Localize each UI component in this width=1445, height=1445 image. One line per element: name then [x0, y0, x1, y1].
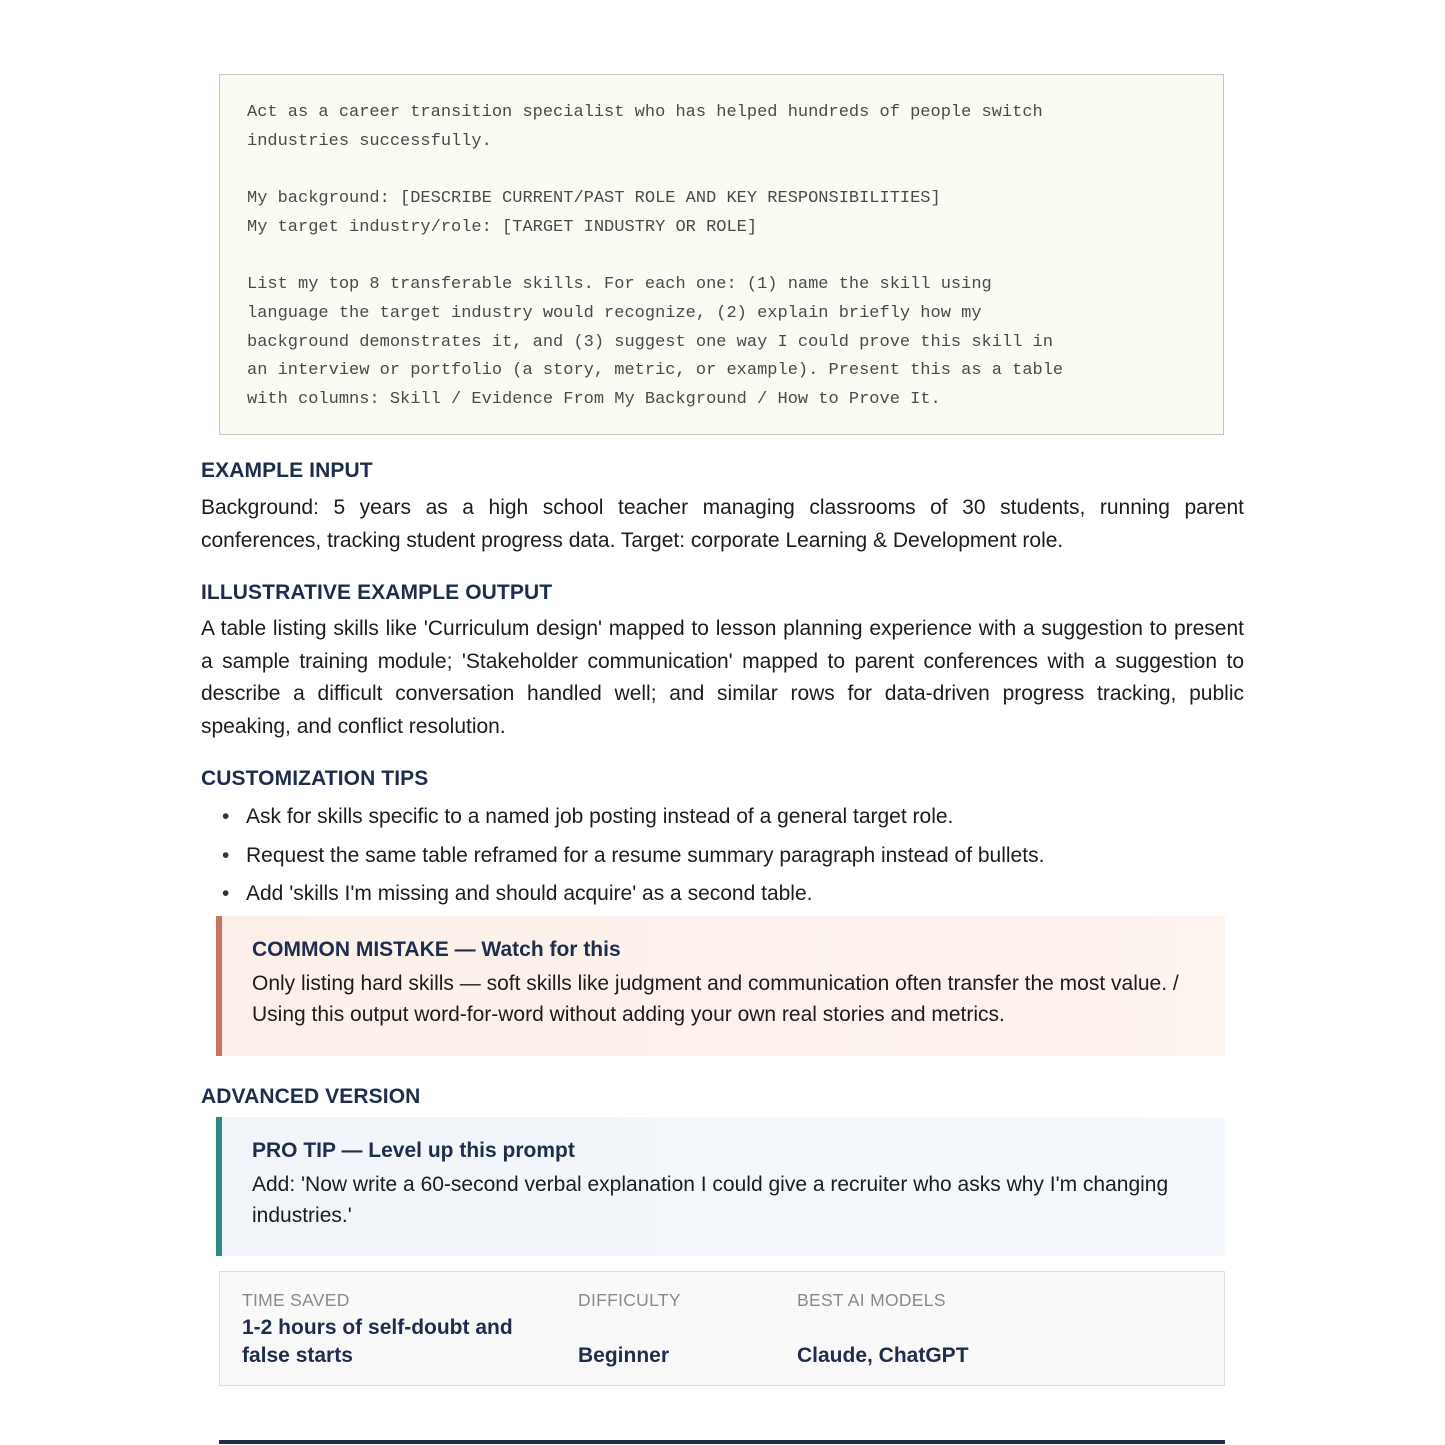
pro-tip-text: Add: 'Now write a 60-second verbal explanation I could give a recruiter who asks why I'm changing industries.' — [252, 1173, 1169, 1227]
prompt-line: background demonstrates it, and (3) suggest one way I could prove this skill in — [247, 332, 1053, 352]
bullet-marker: • — [222, 843, 230, 867]
bullet-marker: • — [222, 882, 230, 906]
time-saved-label: TIME SAVED — [242, 1290, 350, 1310]
difficulty-label: DIFFICULTY — [578, 1290, 681, 1310]
tip-text: Ask for skills specific to a named job posting instead of a general target role. — [246, 805, 954, 828]
example-output-text: A table listing skills like 'Curriculum design' mapped to lesson planning experience with a suggestion to present a sample training module; 'Stakeholder communication' mapped to parent conferences with a suggestion to describe a difficult conversation handled well; and similar rows for data-driven progress tracking, public speaking, and conflict resolution. — [201, 617, 1244, 738]
list-item — [222, 801, 1222, 840]
pro-tip-callout — [216, 1117, 1225, 1256]
prompt-line: language the target industry would recognize, (2) explain briefly how my — [247, 303, 982, 323]
stat-best-models — [797, 1272, 1097, 1385]
common-mistake-callout — [216, 916, 1225, 1056]
list-item — [222, 878, 1222, 917]
example-input-heading: EXAMPLE INPUT — [201, 459, 373, 482]
prompt-line: My target industry/role: [TARGET INDUSTRY OR ROLE] — [247, 217, 758, 237]
prompt-line: List my top 8 transferable skills. For each one: (1) name the skill using — [247, 275, 992, 295]
prompt-line: Act as a career transition specialist who has helped hundreds of people switch — [247, 103, 1043, 122]
prompt-line: an interview or portfolio (a story, metric, or example). Present this as a table — [247, 361, 1064, 381]
tip-text: Request the same table reframed for a resume summary paragraph instead of bullets. — [246, 843, 1045, 867]
stat-difficulty — [578, 1272, 778, 1385]
pro-tip-title: PRO TIP — Level up this prompt — [252, 1139, 575, 1162]
common-mistake-title: COMMON MISTAKE — Watch for this — [252, 938, 621, 961]
stat-time-saved — [242, 1272, 542, 1385]
stats-panel — [219, 1271, 1225, 1386]
prompt-line: industries successfully. — [247, 131, 492, 151]
prompt-line: with columns: Skill / Evidence From My Background / How to Prove It. — [247, 389, 941, 409]
customization-tips-list — [222, 801, 1222, 917]
bullet-marker: • — [222, 805, 230, 828]
bottom-divider — [219, 1440, 1225, 1444]
prompt-line — [247, 242, 1197, 271]
customization-tips-heading: CUSTOMIZATION TIPS — [201, 767, 429, 790]
prompt-template-box — [219, 74, 1224, 435]
time-saved-value: 1-2 hours of self-doubt and false starts — [242, 1316, 513, 1367]
best-models-value: Claude, ChatGPT — [797, 1344, 969, 1367]
common-mistake-text: Only listing hard skills — soft skills like judgment and communication often transfer the most value. / Using this output word-for-word without adding your own real stories and metrics. — [252, 972, 1179, 1026]
list-item — [222, 840, 1222, 879]
advanced-version-heading: ADVANCED VERSION — [201, 1085, 421, 1108]
difficulty-value: Beginner — [578, 1344, 670, 1367]
prompt-line — [247, 156, 1197, 185]
best-models-label: BEST AI MODELS — [797, 1290, 946, 1310]
prompt-line: My background: [DESCRIBE CURRENT/PAST ROLE AND KEY RESPONSIBILITIES] — [247, 189, 941, 209]
example-output-heading: ILLUSTRATIVE EXAMPLE OUTPUT — [201, 581, 553, 604]
tip-text: Add 'skills I'm missing and should acquire' as a second table. — [246, 882, 813, 906]
example-input-text: Background: 5 years as a high school teacher managing classrooms of 30 students, running parent conferences, tracking student progress data. Target: corporate Learning & Development role. — [201, 496, 1244, 552]
